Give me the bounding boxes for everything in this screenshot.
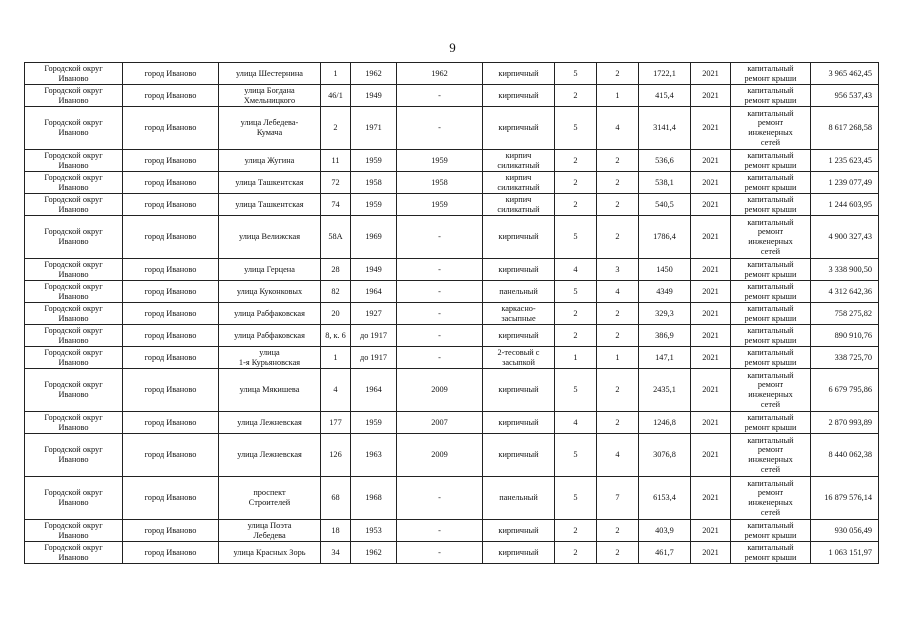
year-overhaul-cell: - <box>397 303 483 325</box>
area-cell: 6153,4 <box>639 477 691 520</box>
city-cell: город Иваново <box>123 412 219 434</box>
floors-cell: 5 <box>555 477 597 520</box>
city-cell: город Иваново <box>123 369 219 412</box>
floors-cell: 5 <box>555 216 597 259</box>
entrances-cell: 3 <box>597 259 639 281</box>
street-cell: улица Богдана Хмельницкого <box>219 85 321 107</box>
year-overhaul-cell: 1962 <box>397 63 483 85</box>
cost-cell: 1 244 603,95 <box>811 194 879 216</box>
year-built-cell: 1959 <box>351 150 397 172</box>
house-number-cell: 2 <box>321 107 351 150</box>
cost-cell: 4 312 642,36 <box>811 281 879 303</box>
year-built-cell: 1962 <box>351 63 397 85</box>
year-overhaul-cell: - <box>397 281 483 303</box>
city-cell: город Иваново <box>123 150 219 172</box>
work-type-cell: капитальный ремонт крыши <box>731 259 811 281</box>
entrances-cell: 2 <box>597 150 639 172</box>
street-cell: улица Куконковых <box>219 281 321 303</box>
work-type-cell: капитальный ремонт инженерных сетей <box>731 216 811 259</box>
work-type-cell: капитальный ремонт крыши <box>731 150 811 172</box>
work-type-cell: капитальный ремонт крыши <box>731 85 811 107</box>
house-number-cell: 58А <box>321 216 351 259</box>
district-cell: Городской округ Иваново <box>25 434 123 477</box>
cost-cell: 890 910,76 <box>811 325 879 347</box>
district-cell: Городской округ Иваново <box>25 325 123 347</box>
wall-material-cell: панельный <box>483 281 555 303</box>
year-built-cell: 1953 <box>351 520 397 542</box>
plan-year-cell: 2021 <box>691 542 731 564</box>
cost-cell: 6 679 795,86 <box>811 369 879 412</box>
entrances-cell: 1 <box>597 85 639 107</box>
district-cell: Городской округ Иваново <box>25 85 123 107</box>
street-cell: улица Рабфаковская <box>219 325 321 347</box>
wall-material-cell: кирпичный <box>483 63 555 85</box>
table-row <box>25 434 879 477</box>
table-row <box>25 216 879 259</box>
house-number-cell: 1 <box>321 347 351 369</box>
cost-cell: 16 879 576,14 <box>811 477 879 520</box>
wall-material-cell: кирпич силикатный <box>483 172 555 194</box>
street-cell: улица Жугина <box>219 150 321 172</box>
year-built-cell: 1958 <box>351 172 397 194</box>
house-number-cell: 46/1 <box>321 85 351 107</box>
area-cell: 461,7 <box>639 542 691 564</box>
entrances-cell: 4 <box>597 107 639 150</box>
year-built-cell: 1949 <box>351 85 397 107</box>
entrances-cell: 2 <box>597 63 639 85</box>
street-cell: улица Красных Зорь <box>219 542 321 564</box>
wall-material-cell: кирпичный <box>483 259 555 281</box>
house-number-cell: 177 <box>321 412 351 434</box>
cost-cell: 3 338 900,50 <box>811 259 879 281</box>
floors-cell: 2 <box>555 194 597 216</box>
area-cell: 1786,4 <box>639 216 691 259</box>
year-built-cell: 1964 <box>351 281 397 303</box>
work-type-cell: капитальный ремонт инженерных сетей <box>731 477 811 520</box>
plan-year-cell: 2021 <box>691 412 731 434</box>
house-number-cell: 28 <box>321 259 351 281</box>
city-cell: город Иваново <box>123 542 219 564</box>
entrances-cell: 2 <box>597 172 639 194</box>
table-body <box>25 63 879 564</box>
year-overhaul-cell: - <box>397 216 483 259</box>
district-cell: Городской округ Иваново <box>25 281 123 303</box>
floors-cell: 2 <box>555 325 597 347</box>
cost-cell: 2 870 993,89 <box>811 412 879 434</box>
street-cell: улица 1-я Курьяновская <box>219 347 321 369</box>
entrances-cell: 2 <box>597 325 639 347</box>
work-type-cell: капитальный ремонт крыши <box>731 194 811 216</box>
area-cell: 1450 <box>639 259 691 281</box>
area-cell: 329,3 <box>639 303 691 325</box>
table-row <box>25 172 879 194</box>
plan-year-cell: 2021 <box>691 194 731 216</box>
street-cell: улица Ташкентская <box>219 172 321 194</box>
district-cell: Городской округ Иваново <box>25 63 123 85</box>
plan-year-cell: 2021 <box>691 303 731 325</box>
area-cell: 403,9 <box>639 520 691 542</box>
work-type-cell: капитальный ремонт крыши <box>731 520 811 542</box>
plan-year-cell: 2021 <box>691 172 731 194</box>
cost-cell: 1 239 077,49 <box>811 172 879 194</box>
house-number-cell: 74 <box>321 194 351 216</box>
floors-cell: 2 <box>555 85 597 107</box>
cost-cell: 8 617 268,58 <box>811 107 879 150</box>
floors-cell: 2 <box>555 520 597 542</box>
floors-cell: 2 <box>555 303 597 325</box>
work-type-cell: капитальный ремонт крыши <box>731 542 811 564</box>
year-overhaul-cell: 1959 <box>397 150 483 172</box>
house-number-cell: 68 <box>321 477 351 520</box>
district-cell: Городской округ Иваново <box>25 347 123 369</box>
wall-material-cell: кирпичный <box>483 369 555 412</box>
year-built-cell: 1927 <box>351 303 397 325</box>
work-type-cell: капитальный ремонт крыши <box>731 172 811 194</box>
city-cell: город Иваново <box>123 63 219 85</box>
wall-material-cell: кирпич силикатный <box>483 194 555 216</box>
street-cell: улица Лежневская <box>219 412 321 434</box>
entrances-cell: 4 <box>597 434 639 477</box>
house-number-cell: 126 <box>321 434 351 477</box>
work-type-cell: капитальный ремонт крыши <box>731 63 811 85</box>
plan-year-cell: 2021 <box>691 520 731 542</box>
plan-year-cell: 2021 <box>691 216 731 259</box>
cost-cell: 8 440 062,38 <box>811 434 879 477</box>
year-overhaul-cell: - <box>397 259 483 281</box>
area-cell: 540,5 <box>639 194 691 216</box>
year-overhaul-cell: - <box>397 85 483 107</box>
table-row <box>25 477 879 520</box>
house-number-cell: 20 <box>321 303 351 325</box>
table-row <box>25 325 879 347</box>
plan-year-cell: 2021 <box>691 477 731 520</box>
city-cell: город Иваново <box>123 520 219 542</box>
house-number-cell: 18 <box>321 520 351 542</box>
area-cell: 3076,8 <box>639 434 691 477</box>
area-cell: 415,4 <box>639 85 691 107</box>
house-number-cell: 34 <box>321 542 351 564</box>
street-cell: улица Герцена <box>219 259 321 281</box>
wall-material-cell: кирпичный <box>483 412 555 434</box>
city-cell: город Иваново <box>123 325 219 347</box>
house-number-cell: 4 <box>321 369 351 412</box>
year-overhaul-cell: - <box>397 107 483 150</box>
year-overhaul-cell: - <box>397 325 483 347</box>
entrances-cell: 2 <box>597 369 639 412</box>
wall-material-cell: кирпичный <box>483 520 555 542</box>
table-row <box>25 303 879 325</box>
floors-cell: 1 <box>555 347 597 369</box>
house-number-cell: 1 <box>321 63 351 85</box>
area-cell: 1246,8 <box>639 412 691 434</box>
entrances-cell: 2 <box>597 216 639 259</box>
year-built-cell: 1964 <box>351 369 397 412</box>
cost-cell: 1 063 151,97 <box>811 542 879 564</box>
table-row <box>25 520 879 542</box>
entrances-cell: 2 <box>597 194 639 216</box>
year-built-cell: 1962 <box>351 542 397 564</box>
area-cell: 536,6 <box>639 150 691 172</box>
house-number-cell: 11 <box>321 150 351 172</box>
entrances-cell: 2 <box>597 542 639 564</box>
cost-cell: 3 965 462,45 <box>811 63 879 85</box>
work-type-cell: капитальный ремонт инженерных сетей <box>731 107 811 150</box>
year-overhaul-cell: 2009 <box>397 369 483 412</box>
street-cell: улица Мякишева <box>219 369 321 412</box>
city-cell: город Иваново <box>123 194 219 216</box>
city-cell: город Иваново <box>123 216 219 259</box>
district-cell: Городской округ Иваново <box>25 216 123 259</box>
year-overhaul-cell: 1958 <box>397 172 483 194</box>
work-type-cell: капитальный ремонт крыши <box>731 325 811 347</box>
area-cell: 538,1 <box>639 172 691 194</box>
district-cell: Городской округ Иваново <box>25 194 123 216</box>
entrances-cell: 1 <box>597 347 639 369</box>
work-type-cell: капитальный ремонт инженерных сетей <box>731 434 811 477</box>
street-cell: улица Лебедева- Кумача <box>219 107 321 150</box>
plan-year-cell: 2021 <box>691 347 731 369</box>
plan-year-cell: 2021 <box>691 107 731 150</box>
street-cell: улица Ташкентская <box>219 194 321 216</box>
work-type-cell: капитальный ремонт крыши <box>731 281 811 303</box>
city-cell: город Иваново <box>123 477 219 520</box>
work-type-cell: капитальный ремонт крыши <box>731 412 811 434</box>
year-built-cell: 1968 <box>351 477 397 520</box>
table-row <box>25 542 879 564</box>
table-row <box>25 107 879 150</box>
district-cell: Городской округ Иваново <box>25 303 123 325</box>
area-cell: 386,9 <box>639 325 691 347</box>
cost-cell: 956 537,43 <box>811 85 879 107</box>
entrances-cell: 2 <box>597 520 639 542</box>
entrances-cell: 2 <box>597 412 639 434</box>
floors-cell: 2 <box>555 172 597 194</box>
cost-cell: 1 235 623,45 <box>811 150 879 172</box>
work-type-cell: капитальный ремонт крыши <box>731 303 811 325</box>
table-row <box>25 150 879 172</box>
year-overhaul-cell: 2007 <box>397 412 483 434</box>
district-cell: Городской округ Иваново <box>25 259 123 281</box>
city-cell: город Иваново <box>123 303 219 325</box>
wall-material-cell: 2-тесовый с засыпкой <box>483 347 555 369</box>
district-cell: Городской округ Иваново <box>25 107 123 150</box>
wall-material-cell: панельный <box>483 477 555 520</box>
year-overhaul-cell: 1959 <box>397 194 483 216</box>
street-cell: улица Лежневская <box>219 434 321 477</box>
floors-cell: 5 <box>555 434 597 477</box>
year-built-cell: до 1917 <box>351 325 397 347</box>
wall-material-cell: кирпичный <box>483 434 555 477</box>
year-overhaul-cell: - <box>397 542 483 564</box>
plan-year-cell: 2021 <box>691 369 731 412</box>
district-cell: Городской округ Иваново <box>25 542 123 564</box>
year-built-cell: 1949 <box>351 259 397 281</box>
area-cell: 1722,1 <box>639 63 691 85</box>
district-cell: Городской округ Иваново <box>25 520 123 542</box>
city-cell: город Иваново <box>123 434 219 477</box>
plan-year-cell: 2021 <box>691 434 731 477</box>
house-number-cell: 82 <box>321 281 351 303</box>
floors-cell: 2 <box>555 150 597 172</box>
year-overhaul-cell: 2009 <box>397 434 483 477</box>
plan-year-cell: 2021 <box>691 63 731 85</box>
plan-year-cell: 2021 <box>691 325 731 347</box>
floors-cell: 2 <box>555 542 597 564</box>
district-cell: Городской округ Иваново <box>25 172 123 194</box>
plan-year-cell: 2021 <box>691 150 731 172</box>
table-row <box>25 347 879 369</box>
floors-cell: 4 <box>555 412 597 434</box>
city-cell: город Иваново <box>123 85 219 107</box>
page-number: 9 <box>449 40 456 55</box>
cost-cell: 338 725,70 <box>811 347 879 369</box>
wall-material-cell: кирпичный <box>483 107 555 150</box>
district-cell: Городской округ Иваново <box>25 477 123 520</box>
year-built-cell: 1969 <box>351 216 397 259</box>
floors-cell: 5 <box>555 369 597 412</box>
year-built-cell: 1959 <box>351 194 397 216</box>
cost-cell: 4 900 327,43 <box>811 216 879 259</box>
wall-material-cell: кирпичный <box>483 85 555 107</box>
wall-material-cell: кирпичный <box>483 542 555 564</box>
wall-material-cell: кирпичный <box>483 325 555 347</box>
year-built-cell: 1971 <box>351 107 397 150</box>
street-cell: улица Шестернина <box>219 63 321 85</box>
housing-registry-table <box>24 62 879 564</box>
wall-material-cell: каркасно- засыпные <box>483 303 555 325</box>
year-overhaul-cell: - <box>397 347 483 369</box>
floors-cell: 5 <box>555 63 597 85</box>
area-cell: 2435,1 <box>639 369 691 412</box>
district-cell: Городской округ Иваново <box>25 412 123 434</box>
street-cell: улица Велижская <box>219 216 321 259</box>
floors-cell: 5 <box>555 281 597 303</box>
street-cell: проспект Строителей <box>219 477 321 520</box>
area-cell: 4349 <box>639 281 691 303</box>
area-cell: 3141,4 <box>639 107 691 150</box>
table-row <box>25 412 879 434</box>
wall-material-cell: кирпич силикатный <box>483 150 555 172</box>
year-overhaul-cell: - <box>397 477 483 520</box>
plan-year-cell: 2021 <box>691 259 731 281</box>
city-cell: город Иваново <box>123 259 219 281</box>
city-cell: город Иваново <box>123 347 219 369</box>
area-cell: 147,1 <box>639 347 691 369</box>
table-row <box>25 259 879 281</box>
table-row <box>25 194 879 216</box>
plan-year-cell: 2021 <box>691 85 731 107</box>
cost-cell: 758 275,82 <box>811 303 879 325</box>
year-built-cell: до 1917 <box>351 347 397 369</box>
house-number-cell: 8, к. 6 <box>321 325 351 347</box>
year-overhaul-cell: - <box>397 520 483 542</box>
city-cell: город Иваново <box>123 172 219 194</box>
work-type-cell: капитальный ремонт инженерных сетей <box>731 369 811 412</box>
table-row <box>25 85 879 107</box>
table-row <box>25 369 879 412</box>
wall-material-cell: кирпичный <box>483 216 555 259</box>
floors-cell: 5 <box>555 107 597 150</box>
city-cell: город Иваново <box>123 281 219 303</box>
entrances-cell: 2 <box>597 303 639 325</box>
city-cell: город Иваново <box>123 107 219 150</box>
entrances-cell: 4 <box>597 281 639 303</box>
district-cell: Городской округ Иваново <box>25 369 123 412</box>
entrances-cell: 7 <box>597 477 639 520</box>
street-cell: улица Рабфаковская <box>219 303 321 325</box>
floors-cell: 4 <box>555 259 597 281</box>
year-built-cell: 1963 <box>351 434 397 477</box>
year-built-cell: 1959 <box>351 412 397 434</box>
table-row <box>25 281 879 303</box>
district-cell: Городской округ Иваново <box>25 150 123 172</box>
plan-year-cell: 2021 <box>691 281 731 303</box>
table-row <box>25 63 879 85</box>
house-number-cell: 72 <box>321 172 351 194</box>
cost-cell: 930 056,49 <box>811 520 879 542</box>
street-cell: улица Поэта Лебедева <box>219 520 321 542</box>
work-type-cell: капитальный ремонт крыши <box>731 347 811 369</box>
